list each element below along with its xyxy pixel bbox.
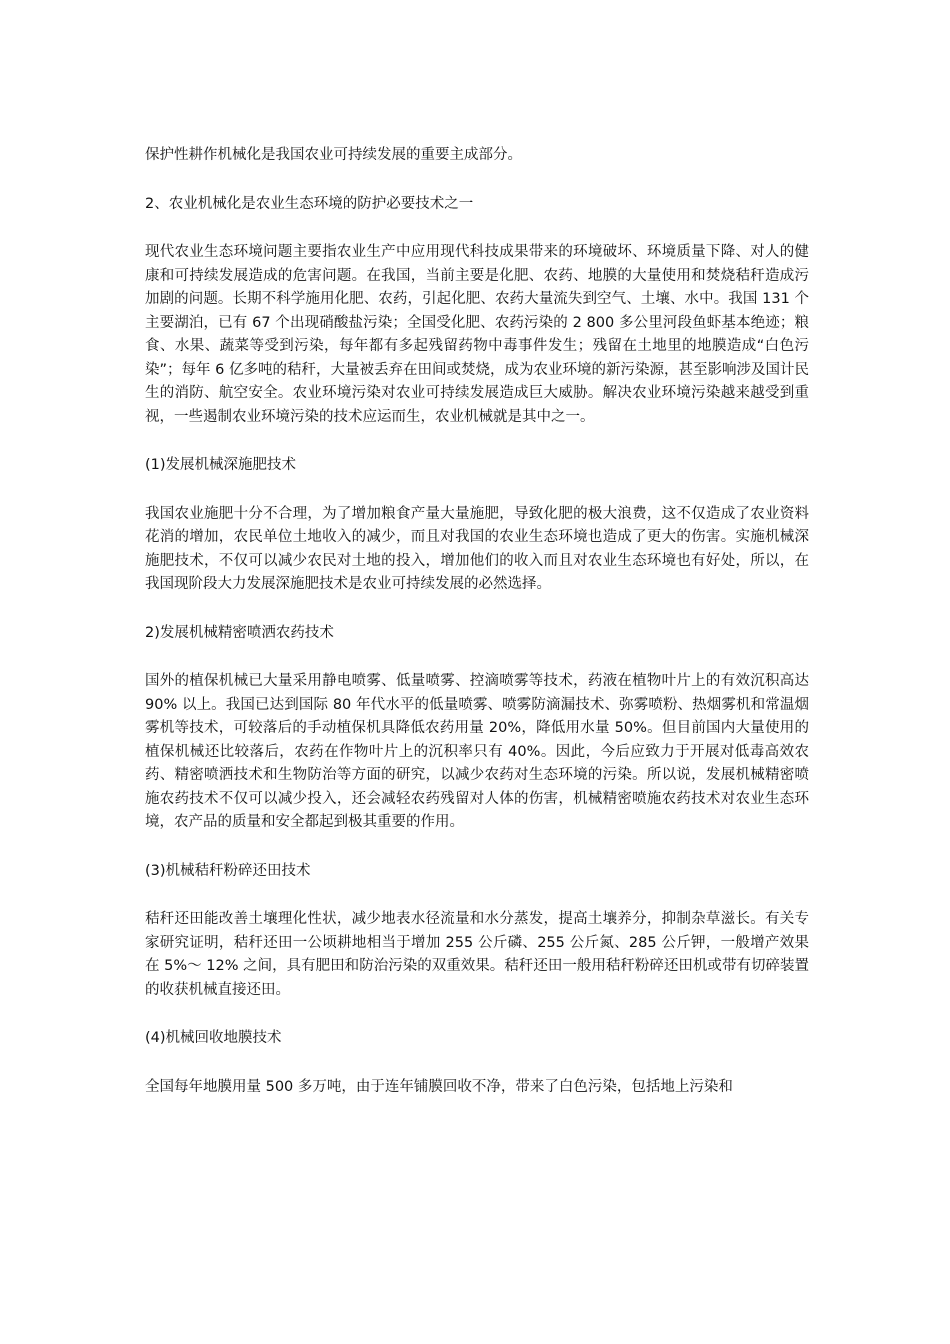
paragraph-precision-spraying: 国外的植保机械已大量采用静电喷雾、低量喷雾、控滴喷雾等技术，药液在植物叶片上的有效沉积高达 90% 以上。我国已达到国际 80 年代水平的低量喷雾、喷雾防滴漏技术、弥雾喷粉、热烟雾机和常温烟雾机等技术，可较落后的手动植保机具降低农药用量 20%，降低用水量 50%。但目前国内大量使用的植保机械还比较落后，农药在作物叶片上的沉积率只有 40%。因此，今后应致力于开展对低毒高效农药、精密喷洒技术和生物防治等方面的研究，以减少农药对生态环境的污染。所以说，发展机械精密喷施农药技术不仅可以减少投入，还会减轻农药残留对人体的伤害，机械精密喷施农药技术对农业生态环境，农产品的质量和安全都起到极其重要的作用。: [145, 673, 809, 830]
subheading-straw-return: (3)机械秸秆粉碎还田技术: [145, 862, 311, 879]
paragraph-intro: 保护性耕作机械化是我国农业可持续发展的重要主成部分。: [145, 147, 522, 163]
subheading-deep-fertilization: (1)发展机械深施肥技术: [145, 457, 297, 473]
document-page: [145, 144, 809, 1124]
subheading-precision-spraying: 2)发展机械精密喷洒农药技术: [145, 624, 334, 641]
paragraph-film-recovery: 全国每年地膜用量 500 多万吨，由于连年铺膜回收不净，带来了白色污染，包括地上污染和: [145, 1078, 733, 1095]
paragraph-deep-fertilization: 我国农业施肥十分不合理，为了增加粮食产量大量施肥，导致化肥的极大浪费，这不仅造成了农业资料花消的增加，农民单位土地收入的减少，而且对我国的农业生态环境也造成了更大的伤害。实施机械深施肥技术，不仅可以减少农民对土地的投入，增加他们的收入而且对农业生态环境也有好处，所以，在我国现阶段大力发展深施肥技术是农业可持续发展的必然选择。: [145, 505, 809, 592]
paragraph-environment-problems: 现代农业生态环境问题主要指农业生产中应用现代科技成果带来的环境破坏、环境质量下降、对人的健康和可持续发展造成的危害问题。在我国，当前主要是化肥、农药、地膜的大量使用和焚烧秸秆造成污加剧的问题。长期不科学施用化肥、农药，引起化肥、农药大量流失到空气、土壤、水中。我国 131 个主要湖泊，已有 67 个出现硝酸盐污染；全国受化肥、农药污染的 2 800 多公里河段鱼虾基本绝迹；粮食、水果、蔬菜等受到污染，每年都有多起残留药物中毒事件发生；残留在土地里的地膜造成“白色污染”；每年 6 亿多吨的秸秆，大量被丢弃在田间或焚烧，成为农业环境的新污染源，甚至影响涉及国计民生的消防、航空安全。农业环境污染对农业可持续发展造成巨大威胁。解决农业环境污染越来越受到重视，一些遏制农业环境污染的技术应运而生，农业机械就是其中之一。: [145, 244, 809, 425]
subheading-film-recovery: (4)机械回收地膜技术: [145, 1030, 282, 1046]
section-heading-2: 2、农业机械化是农业生态环境的防护必要技术之一: [145, 195, 474, 212]
paragraph-straw-return: 秸秆还田能改善土壤理化性状，减少地表水径流量和水分蒸发，提高土壤养分，抑制杂草滋长。有关专家研究证明，秸秆还田一公顷耕地相当于增加 255 公斤磷、255 公斤氮、285 公斤钾，一般增产效果在 5%～ 12% 之间，具有肥田和防治污染的双重效果。秸秆还田一般用秸秆粉碎还田机或带有切碎装置的收获机械直接还田。: [145, 911, 809, 998]
